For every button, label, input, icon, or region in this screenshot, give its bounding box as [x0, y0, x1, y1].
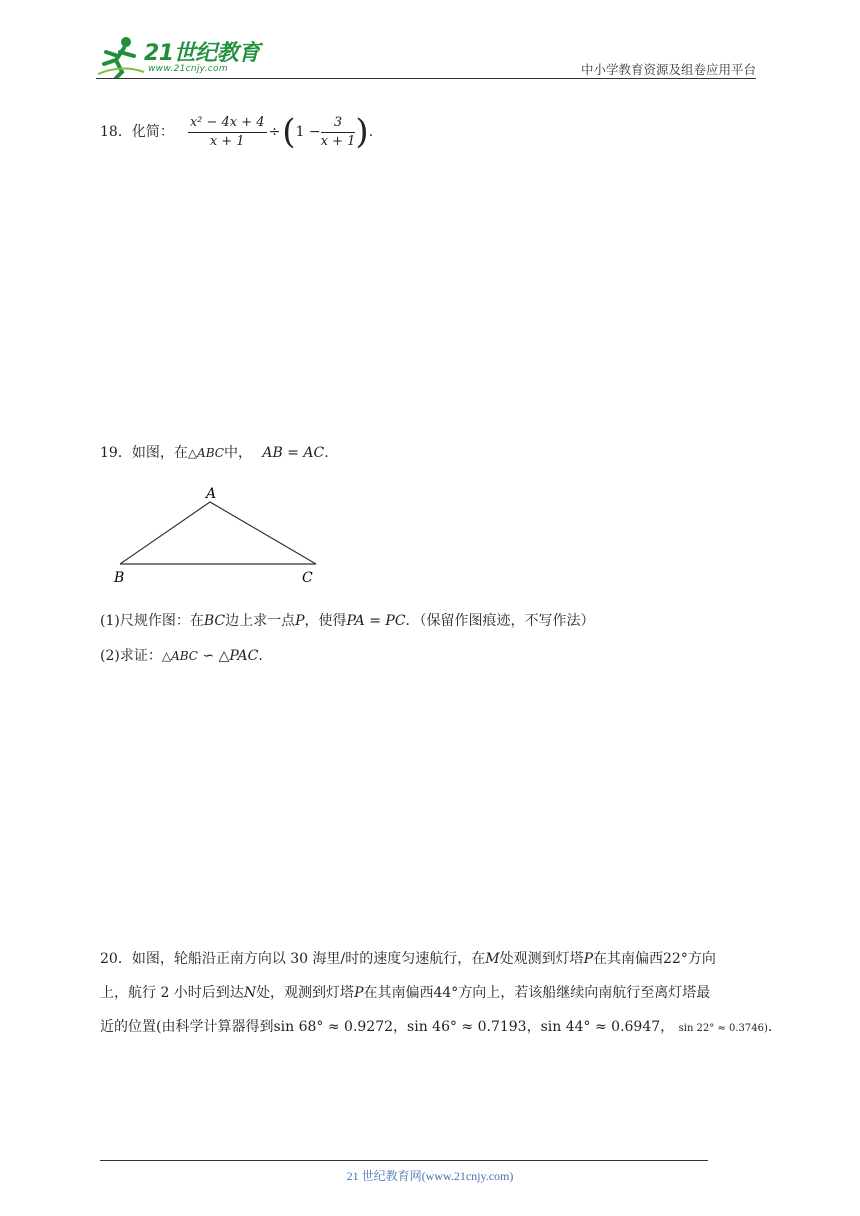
sine-value-small: sin 22° ≈ 0.3746)	[678, 1023, 768, 1034]
segment-bc: BC	[203, 613, 226, 629]
question-19-part-1	[100, 610, 595, 632]
vertex-label-a: A	[206, 486, 217, 502]
question-20	[100, 942, 773, 1046]
part-text: ，使得	[304, 613, 347, 629]
triangle-abc: △ABC	[161, 649, 198, 663]
sine-value: sin 44° ≈ 0.6947	[540, 1019, 661, 1035]
text: 20．如图，轮船沿正南方向以 30 海里/时的速度匀速航行，在	[100, 951, 486, 967]
footer-text: 21 世纪教育网(www.21cnjy.com)	[346, 1169, 514, 1183]
text: 在其南偏西	[363, 985, 434, 1001]
question-number: 18．	[100, 124, 132, 140]
part-text: (1)尺规作图：在	[100, 613, 204, 629]
question-prompt: 化简：	[131, 124, 174, 140]
text: 近的位置(由科学计算器得到	[100, 1019, 274, 1035]
right-paren: )	[355, 112, 369, 152]
question-18	[100, 110, 373, 154]
point-p: P	[354, 985, 364, 1001]
separator: ，	[526, 1019, 541, 1035]
q20-line-3	[100, 1010, 773, 1046]
point-m: M	[485, 951, 500, 967]
vertex-label-b: B	[114, 570, 125, 586]
inner-numerator: 3	[321, 114, 356, 133]
point-p: P	[295, 613, 305, 629]
triangle-figure	[108, 484, 338, 586]
inner-fraction	[321, 114, 356, 151]
main-fraction	[188, 114, 267, 151]
one-minus: 1 −	[295, 124, 321, 140]
part-end: .	[258, 648, 263, 664]
point-n: N	[243, 985, 257, 1001]
text: 方向上，若该船继续向南航行至离灯塔最	[458, 985, 711, 1001]
point-p: P	[583, 951, 594, 967]
question-number: 19．	[100, 445, 132, 461]
inner-denominator: x + 1	[320, 133, 356, 149]
stem-end: .	[324, 445, 329, 461]
separator: ，	[660, 1019, 675, 1035]
fraction-denominator: x + 1	[209, 133, 245, 149]
text: 处观测到灯塔	[499, 951, 584, 967]
divide-sign: ÷	[268, 124, 281, 140]
part-text: ．（保留作图痕迹，不写作法）	[405, 613, 595, 629]
question-19-part-2	[100, 645, 263, 667]
q20-line-2	[100, 976, 760, 1010]
text: 上，航行 2 小时后到达	[100, 985, 244, 1001]
fraction-numerator: x² − 4x + 4	[188, 114, 267, 133]
text: 处，观测到灯塔	[256, 985, 355, 1001]
part-text: (2)求证：	[100, 648, 162, 664]
stem-text: 中，	[223, 445, 252, 461]
runner-logo-icon	[96, 34, 146, 78]
triangle-sides	[120, 502, 316, 564]
triangle-pac: △PAC	[218, 648, 259, 664]
q20-line-1	[100, 942, 760, 976]
triangle-abc: △ABC	[187, 446, 224, 460]
left-paren: (	[282, 112, 296, 152]
footer-divider	[100, 1160, 708, 1161]
similar-symbol: ∽	[202, 648, 215, 664]
header-divider	[96, 78, 756, 79]
text: 方向	[687, 951, 716, 967]
vertex-label-c: C	[302, 570, 313, 586]
question-19	[100, 442, 329, 464]
stem-text: 如图，在	[131, 445, 188, 461]
expression-end: .	[368, 124, 374, 140]
text: 在其南偏西	[593, 951, 664, 967]
text-end: .	[767, 1019, 773, 1035]
angle-value: 44°	[433, 985, 459, 1001]
sine-value: sin 46° ≈ 0.7193	[407, 1019, 527, 1035]
separator: ，	[393, 1019, 408, 1035]
angle-value: 22°	[663, 951, 688, 967]
logo-url: www.21cnjy.com	[148, 64, 228, 74]
sine-value: sin 68° ≈ 0.9272	[273, 1019, 394, 1035]
condition: AB = AC	[262, 445, 325, 461]
site-logo	[96, 34, 271, 78]
part-text: 边上求一点	[225, 613, 296, 629]
equation: PA = PC	[346, 613, 406, 629]
header-tagline: 中小学教育资源及组卷应用平台	[580, 62, 756, 77]
logo-text: 21世纪教育	[144, 41, 260, 66]
